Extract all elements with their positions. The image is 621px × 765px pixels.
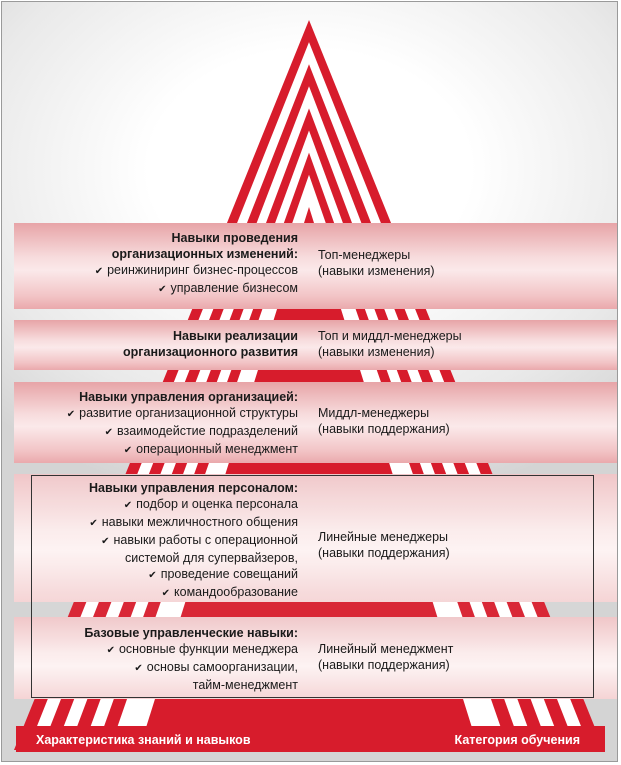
- checkmark-icon: ✔: [148, 570, 157, 581]
- diagram-frame: [1, 1, 618, 762]
- section-3-item-1: ✔ развитие организационной структуры: [66, 406, 298, 420]
- checkmark-icon: ✔: [123, 445, 133, 456]
- section-4-item-4: ✔ проведение совещаний: [148, 567, 298, 581]
- section-5-skills: Базовые управленческие навыки: ✔ основные функции менеджера ✔ основы самоорганизации, тайм-менеджмент: [2, 625, 298, 693]
- section-5-title: Базовые управленческие навыки:: [84, 626, 298, 640]
- checkmark-icon: ✔: [94, 266, 104, 277]
- section-4-title: Навыки управления персоналом:: [89, 481, 298, 495]
- section-1-item-2: ✔ управление бизнесом: [158, 281, 298, 295]
- section-1-category: Топ-менеджеры (навыки изменения): [318, 248, 435, 278]
- section-1-item-1: ✔ реинжиниринг бизнес-процессов: [94, 263, 298, 277]
- checkmark-icon: ✔: [101, 536, 110, 547]
- checkmark-icon: ✔: [161, 588, 171, 599]
- section-3-title: Навыки управления организацией:: [79, 390, 298, 404]
- section-1-title: Навыки проведения организационных изменений:: [111, 231, 298, 261]
- section-4-skills: Навыки управления персоналом: ✔ подбор и оценка персонала ✔ навыки межличностного общения ✔ навыки работы с операционной системой для супервайзеров, ✔ проведение совещаний ✔ командообразование: [2, 480, 298, 602]
- section-5-item-1: ✔ основные функции менеджера: [106, 642, 298, 656]
- checkmark-icon: ✔: [134, 663, 143, 674]
- section-3-category: Миддл-менеджеры (навыки поддержания): [318, 406, 450, 436]
- section-4-item-3: ✔ навыки работы с операционной: [101, 533, 298, 547]
- section-3-item-3: ✔ операционный менеджмент: [123, 442, 298, 456]
- footer-right-label: Категория обучения: [454, 733, 580, 747]
- checkmark-icon: ✔: [106, 645, 115, 656]
- section-2-category: Топ и миддл-менеджеры (навыки изменения): [318, 329, 462, 359]
- section-2-title: Навыки реализации организационного развития: [123, 329, 298, 359]
- checkmark-icon: ✔: [66, 409, 76, 420]
- checkmark-icon: ✔: [104, 427, 114, 438]
- section-4-item-1: ✔ подбор и оценка персонала: [123, 497, 298, 511]
- checkmark-icon: ✔: [89, 518, 98, 529]
- checkmark-icon: ✔: [123, 500, 133, 511]
- section-5-item-2: ✔ основы самоорганизации,: [134, 660, 298, 674]
- section-4-category: Линейные менеджеры (навыки поддержания): [318, 530, 450, 560]
- section-5-category: Линейный менеджмент (навыки поддержания): [318, 642, 454, 672]
- section-3-skills: [2, 389, 298, 459]
- section-2-skills: [2, 328, 298, 360]
- section-3-item-2: ✔ взаимодейстие подразделений: [104, 424, 298, 438]
- checkmark-icon: ✔: [158, 284, 167, 295]
- section-4-item-5: ✔ командообразование: [161, 585, 298, 599]
- section-1-skills: [2, 230, 298, 298]
- section-4-item-2: ✔ навыки межличностного общения: [89, 515, 298, 529]
- footer-left-label: Характеристика знаний и навыков: [36, 733, 251, 747]
